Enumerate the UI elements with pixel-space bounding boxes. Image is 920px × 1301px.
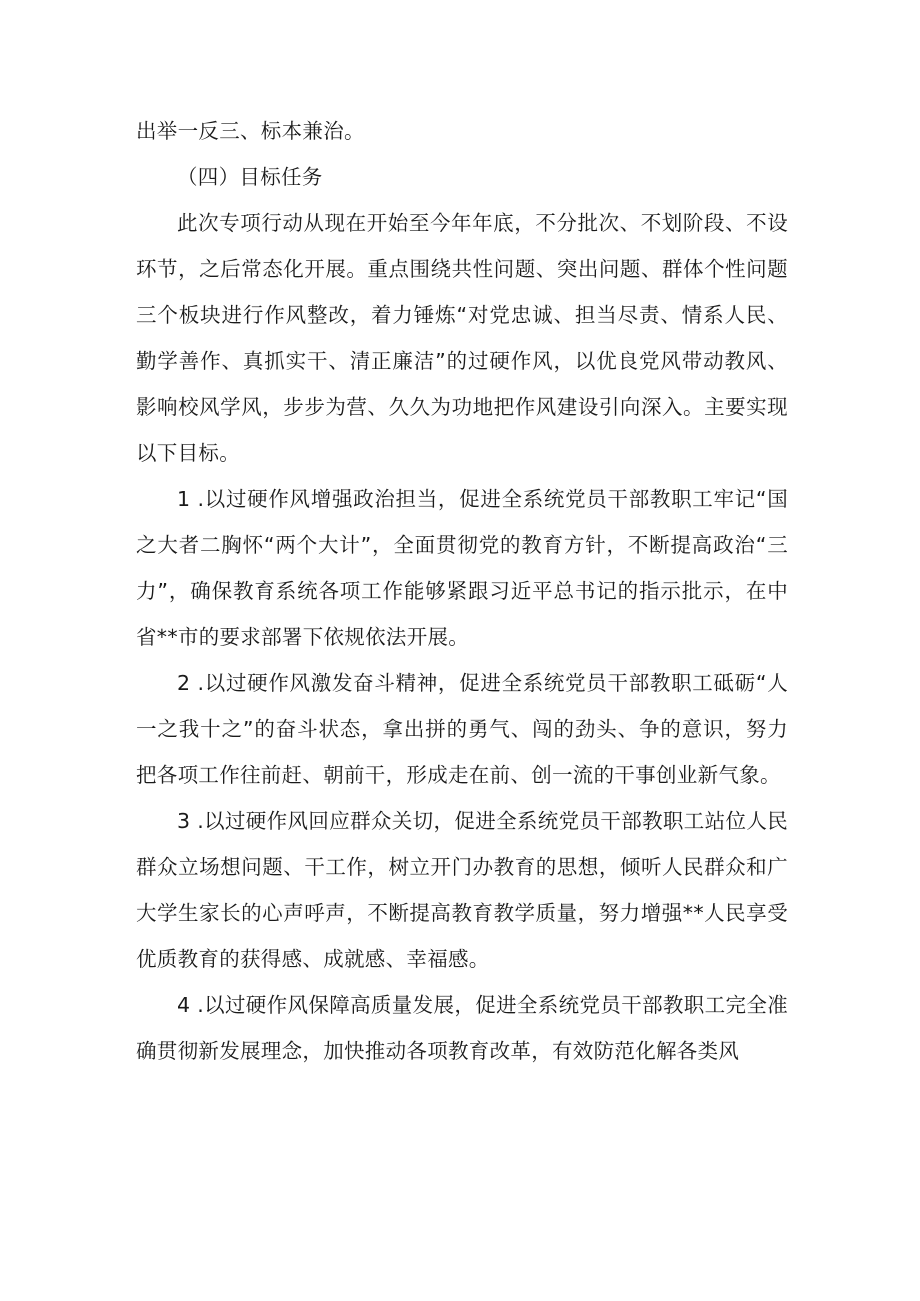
paragraph-item-1: 1 .以过硬作风增强政治担当，促进全系统党员干部教职工牢记“国之大者二胸怀“两个大计”，全面贯彻党的教育方针，不断提高政治“三力”，确保教育系统各项工作能够紧跟习近平总书记的指示批示，在中省**市的要求部署下依规依法开展。 [136,487,788,649]
paragraph-item-3: 3 .以过硬作风回应群众关切，促进全系统党员干部教职工站位人民群众立场想问题、干工作，树立开门办教育的思想，倾听人民群众和广大学生家长的心声呼声，不断提高教育教学质量，努力增强**人民享受优质教育的获得感、成就感、幸福感。 [136,809,788,971]
paragraph-continuation: 出举一反三、标本兼治。 [136,119,365,143]
paragraph-item-2: 2 .以过硬作风激发奋斗精神，促进全系统党员干部教职工砥砺“人一之我十之”的奋斗状态，拿出拼的勇气、闯的劲头、争的意识，努力把各项工作往前赶、朝前干，形成走在前、创一流的干事创业新气象。 [136,671,788,787]
paragraph-item-4: 4 .以过硬作风保障高质量发展，促进全系统党员干部教职工完全准确贯彻新发展理念，加快推动各项教育改革，有效防范化解各类风 [136,993,788,1063]
section-heading: （四）目标任务 [177,165,323,189]
document-body [136,108,788,1074]
paragraph-intro: 此次专项行动从现在开始至今年年底，不分批次、不划阶段、不设环节，之后常态化开展。重点围绕共性问题、突出问题、群体个性问题三个板块进行作风整改，着力锤炼“对党忠诚、担当尽责、情系人民、勤学善作、真抓实干、清正廉洁”的过硬作风，以优良党风带动教风、影响校风学风，步步为营、久久为功地把作风建设引向深入。主要实现以下目标。 [136,211,788,465]
